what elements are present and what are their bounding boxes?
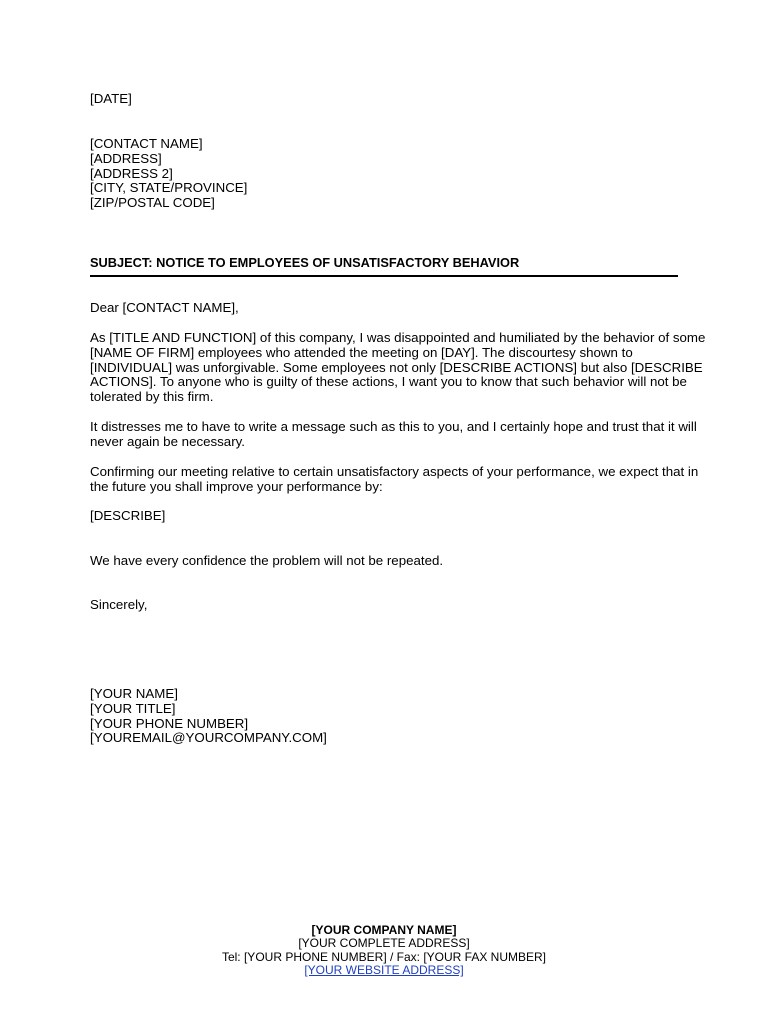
recipient-city-state: [CITY, STATE/PROVINCE]	[90, 180, 248, 196]
footer-company-name: [YOUR COMPANY NAME]	[311, 923, 457, 937]
body-paragraph-1	[90, 330, 706, 405]
salutation	[90, 301, 680, 316]
signature-block	[90, 687, 680, 746]
paragraph-line: As [TITLE AND FUNCTION] of this company, I was disappointed and humiliated by the behavior of some	[90, 330, 706, 345]
recipient-zip: [ZIP/POSTAL CODE]	[90, 195, 215, 211]
paragraph-line: It distresses me to have to write a message such as this to you, and I certainly hope and trust that it will	[90, 419, 697, 434]
closing	[90, 598, 680, 613]
signer-name: [YOUR NAME]	[90, 686, 178, 701]
describe-text: [DESCRIBE]	[90, 508, 166, 523]
paragraph-line: [NAME OF FIRM] employees who attended the meeting on [DAY]. The discourtesy shown to	[90, 344, 633, 360]
recipient-name: [CONTACT NAME]	[90, 136, 203, 151]
signer-phone: [YOUR PHONE NUMBER]	[90, 715, 249, 731]
footer-contact: Tel: [YOUR PHONE NUMBER] / Fax: [YOUR FAX NUMBER]	[221, 949, 547, 964]
body-paragraph-2	[90, 419, 697, 450]
subject-divider	[90, 275, 678, 277]
letter-date	[90, 92, 680, 107]
subject-text: SUBJECT: NOTICE TO EMPLOYEES OF UNSATISFACTORY BEHAVIOR	[90, 255, 520, 270]
signer-email: [YOUREMAIL@YOURCOMPANY.COM]	[90, 730, 327, 746]
closing-text: Sincerely,	[90, 597, 148, 612]
describe-placeholder	[90, 509, 680, 524]
body-paragraph-3	[90, 464, 699, 495]
recipient-address: [ADDRESS]	[90, 150, 162, 166]
signer-title: [YOUR TITLE]	[90, 700, 176, 716]
body-paragraph-4	[90, 554, 680, 569]
paragraph-line: the future you shall improve your performance by:	[90, 478, 383, 494]
subject-line	[90, 256, 680, 271]
paragraph-line: never again be necessary.	[90, 433, 245, 449]
letterhead-footer	[0, 924, 768, 978]
recipient-address-2: [ADDRESS 2]	[90, 165, 173, 181]
paragraph-line: [INDIVIDUAL] was unforgivable. Some employees not only [DESCRIBE ACTIONS] but also [DESCRIBE	[90, 359, 703, 375]
footer-address: [YOUR COMPLETE ADDRESS]	[298, 936, 470, 951]
paragraph-line: ACTIONS]. To anyone who is guilty of these actions, I want you to know that such behavior will not be	[90, 374, 687, 390]
recipient-address-block	[90, 137, 680, 211]
paragraph-line: tolerated by this firm.	[90, 389, 214, 405]
paragraph-line: Confirming our meeting relative to certain unsatisfactory aspects of your performance, we expect that in	[90, 464, 699, 479]
footer-website-link[interactable]: [YOUR WEBSITE ADDRESS]	[304, 963, 464, 978]
salutation-text: Dear [CONTACT NAME],	[90, 300, 239, 315]
date-text: [DATE]	[90, 91, 132, 106]
paragraph-line: We have every confidence the problem will not be repeated.	[90, 553, 444, 568]
